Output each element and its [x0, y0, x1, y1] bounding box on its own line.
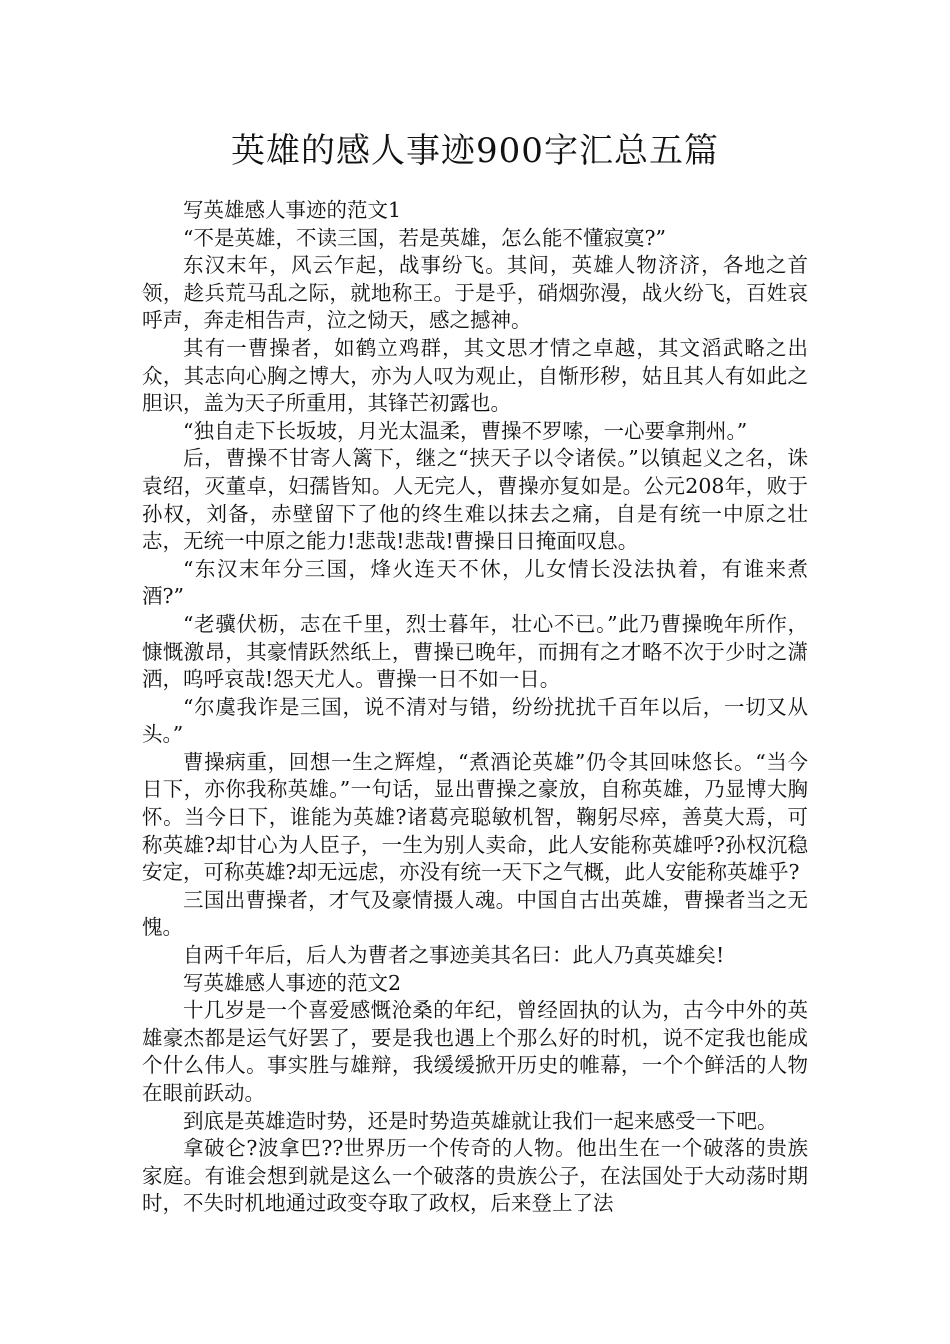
paragraph: 十几岁是一个喜爱感慨沧桑的年纪，曾经固执的认为，古今中外的英雄豪杰都是运气好罢了，要是我也遇上个那么好的时机，说不定我也能成个什么伟人。事实胜与雄辩，我缓缓掀开历史的帷幕，一个个鲜活的人物在眼前跃动。	[142, 998, 808, 1105]
paragraph: 曹操病重，回想一生之辉煌，“煮酒论英雄”仍令其回味悠长。“当今日下，亦你我称英雄。”一句话，显出曹操之豪放，自称英雄，乃显博大胸怀。当今日下，谁能为英雄?诸葛亮聪敏机智，鞠躬尽瘁，善莫大焉，可称英雄?却甘心为人臣子，一生为别人卖命，此人安能称英雄呼?孙权沉稳安定，可称英雄?却无远虑，亦没有统一天下之气概，此人安能称英雄乎?	[142, 749, 808, 885]
paragraph: 其有一曹操者，如鹤立鸡群，其文思才情之卓越，其文滔武略之出众，其志向心胸之博大，亦为人叹为观止，自惭形秽，姑且其人有如此之胆识，盖为天子所重用，其锋芒初露也。	[142, 335, 808, 416]
paragraph: “老骥伏枥，志在千里，烈士暮年，壮心不已。”此乃曹操晚年所作，慷慨激昂，其豪情跃然纸上，曹操已晚年，而拥有之才略不次于少时之潇洒，呜呼哀哉!怨天尤人。曹操一日不如一日。	[142, 611, 808, 692]
paragraph-heading-2: 写英雄感人事迹的范文2	[183, 970, 402, 995]
document-body	[142, 197, 808, 1218]
paragraph: 自两千年后，后人为曹者之事迹美其名曰：此人乃真英雄矣!	[183, 943, 725, 968]
document-title: 英雄的感人事迹900字汇总五篇	[231, 131, 719, 171]
paragraph: “独自走下长坂坡，月光太温柔，曹操不罗嗦，一心要拿荆州。”	[183, 418, 748, 443]
paragraph: 拿破仑?波拿巴??世界历一个传奇的人物。他出生在一个破落的贵族家庭。有谁会想到就是这么一个破落的贵族公子，在法国处于大动荡时期时，不失时机地通过政变夺取了政权，后来登上了法	[142, 1136, 808, 1216]
paragraph: “尔虞我诈是三国，说不清对与错，纷纷扰扰千百年以后，一切又从头。”	[142, 694, 808, 747]
paragraph: 东汉末年，风云乍起，战事纷飞。其间，英雄人物济济，各地之首领，趁兵荒马乱之际，就地称王。于是乎，硝烟弥漫，战火纷飞，百姓哀呼声，奔走相告声，泣之恸天，感之撼神。	[142, 253, 808, 333]
paragraph: “东汉末年分三国，烽火连天不休，儿女情长没法执着，有谁来煮酒?”	[142, 556, 808, 609]
paragraph: 后，曹操不甘寄人篱下，继之“挟天子以令诸侯。”以镇起义之名，诛袁绍，灭董卓，妇孺皆知。人无完人，曹操亦复如是。公元208年，败于孙权，刘备，赤壁留下了他的终生难以抹去之痛，自是有统一中原之壮志，无统一中原之能力!悲哉!悲哉!曹操日日掩面叹息。	[142, 446, 808, 554]
paragraph: 到底是英雄造时势，还是时势造英雄就让我们一起来感受一下吧。	[183, 1108, 778, 1133]
paragraph: 三国出曹操者，才气及豪情摄人魂。中国自古出英雄，曹操者当之无愧。	[142, 887, 808, 940]
paragraph-heading-1: 写英雄感人事迹的范文1	[183, 198, 402, 222]
paragraph: “不是英雄，不读三国，若是英雄，怎么能不懂寂寞?”	[183, 225, 666, 250]
